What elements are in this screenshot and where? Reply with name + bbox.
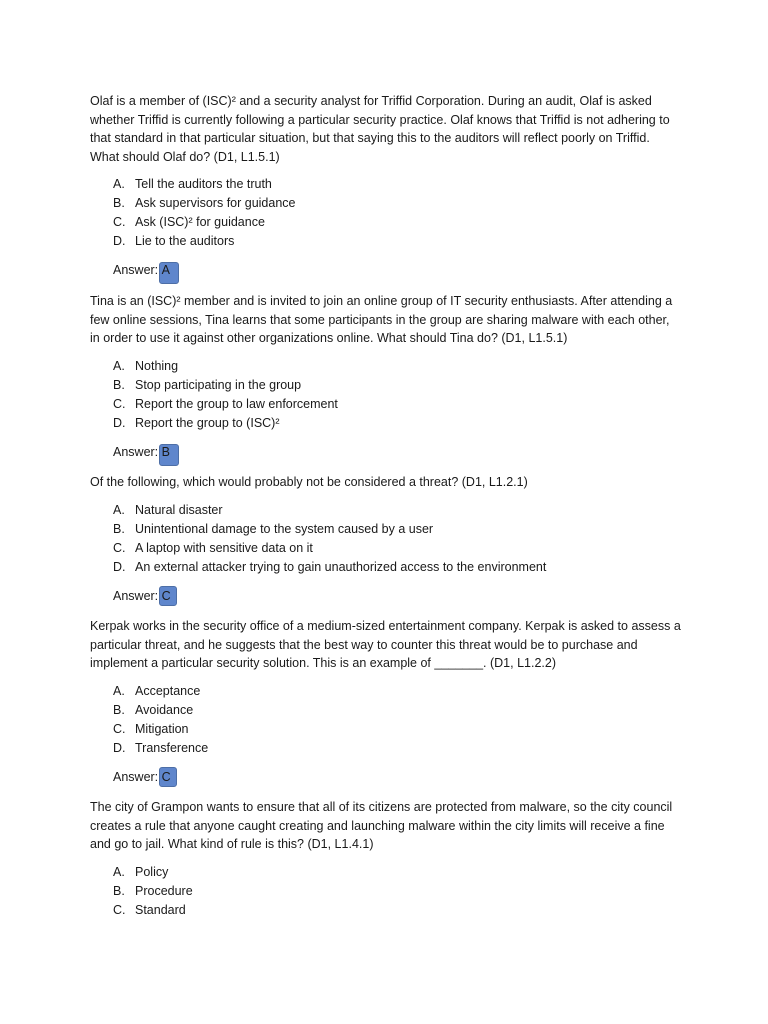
option-d (90, 558, 690, 577)
option-letter: C. (113, 396, 126, 411)
option-letter: A. (113, 177, 125, 192)
option-letter: D. (113, 559, 126, 574)
question-text: The city of Grampon wants to ensure that all of its citizens are protected from malware, so the city council creates a rule that anyone caught creating and launching malware within the city limits will receive a fine and go to jail. What kind of rule is this? (D1, L1.4.1) (90, 800, 673, 852)
option-letter: C. (113, 721, 126, 736)
answer-options (90, 357, 690, 433)
answer-value[interactable] (162, 443, 170, 462)
option-c (90, 213, 690, 232)
answer-options (90, 863, 690, 920)
option-letter: D. (113, 415, 126, 430)
option-a (90, 357, 690, 376)
answer-letter: A (161, 263, 170, 278)
question-2 (90, 292, 690, 462)
option-text: Standard (135, 902, 186, 917)
option-letter: D. (113, 740, 126, 755)
option-b (90, 701, 690, 720)
question-text: Tina is an (ISC)² member and is invited to join an online group of IT security enthusiasts. After attending a few online sessions, Tina learns that some participants in the group are sharing malware with each other, in order to use it against other organizations online. What should Tina do? (D1, L1.5.1) (90, 294, 673, 346)
option-b (90, 376, 690, 395)
option-text: A laptop with sensitive data on it (135, 540, 313, 555)
option-text: Nothing (135, 358, 179, 373)
option-text: An external attacker trying to gain unauthorized access to the environment (135, 559, 547, 574)
option-letter: B. (113, 702, 125, 717)
question-text: Olaf is a member of (ISC)² and a security analyst for Triffid Corporation. During an audit, Olaf is asked whether Triffid is currently following a particular security practice. Olaf knows that Triffid is not adhering to that standard in that particular situation, but that saying this to the auditors will reflect poorly on Triffid. What should Olaf do? (D1, L1.5.1) (90, 94, 670, 164)
option-a (90, 863, 690, 882)
option-a (90, 501, 690, 520)
question-3 (90, 473, 690, 606)
answer-value[interactable] (162, 768, 171, 787)
option-text: Transference (135, 740, 209, 755)
option-text: Avoidance (135, 702, 194, 717)
answer-line (90, 768, 690, 787)
question-5 (90, 798, 690, 920)
option-letter: A. (113, 502, 125, 517)
answer-options (90, 501, 690, 577)
option-letter: A. (113, 864, 125, 879)
option-letter: A. (113, 683, 125, 698)
question-1 (90, 92, 690, 280)
option-text: Stop participating in the group (135, 377, 302, 392)
option-letter: C. (113, 902, 126, 917)
option-text: Acceptance (135, 683, 201, 698)
option-letter: B. (113, 883, 125, 898)
option-text: Ask (ISC)² for guidance (135, 215, 265, 230)
answer-line (90, 587, 690, 606)
answer-label: Answer: (113, 263, 159, 278)
question-text: Of the following, which would probably not be considered a threat? (D1, L1.2.1) (90, 475, 528, 489)
answer-options (90, 175, 690, 251)
answer-letter: C (161, 588, 171, 603)
answer-options (90, 682, 690, 758)
answer-letter: C (161, 769, 171, 784)
answer-label: Answer: (113, 444, 159, 459)
option-text: Report the group to (ISC)² (135, 415, 280, 430)
option-text: Report the group to law enforcement (135, 396, 338, 411)
option-text: Policy (135, 864, 169, 879)
option-a (90, 175, 690, 194)
option-text: Unintentional damage to the system caused by a user (135, 521, 434, 536)
option-letter: D. (113, 234, 126, 249)
answer-line (90, 261, 690, 280)
answer-value[interactable] (162, 261, 170, 280)
option-text: Tell the auditors the truth (135, 177, 272, 192)
option-c (90, 395, 690, 414)
option-c (90, 720, 690, 739)
option-text: Mitigation (135, 721, 189, 736)
option-b (90, 194, 690, 213)
option-text: Procedure (135, 883, 193, 898)
option-letter: C. (113, 540, 126, 555)
answer-label: Answer: (113, 588, 159, 603)
answer-letter: B (161, 444, 170, 459)
answer-line (90, 443, 690, 462)
option-letter: A. (113, 358, 125, 373)
option-b (90, 882, 690, 901)
question-4 (90, 617, 690, 787)
option-letter: B. (113, 377, 125, 392)
option-c (90, 539, 690, 558)
question-text: Kerpak works in the security office of a medium-sized entertainment company. Kerpak is asked to assess a particular threat, and he suggests that the best way to counter this threat would be to purchase and implement a particular security solution. This is an example of _______. (D1, L1.2.2) (90, 619, 681, 671)
answer-value[interactable] (162, 587, 171, 606)
option-b (90, 520, 690, 539)
option-d (90, 739, 690, 758)
option-a (90, 682, 690, 701)
option-letter: B. (113, 196, 125, 211)
option-text: Natural disaster (135, 502, 223, 517)
option-letter: C. (113, 215, 126, 230)
option-c (90, 901, 690, 920)
option-text: Ask supervisors for guidance (135, 196, 296, 211)
option-d (90, 232, 690, 251)
option-text: Lie to the auditors (135, 234, 235, 249)
option-d (90, 414, 690, 433)
option-letter: B. (113, 521, 125, 536)
answer-label: Answer: (113, 769, 159, 784)
